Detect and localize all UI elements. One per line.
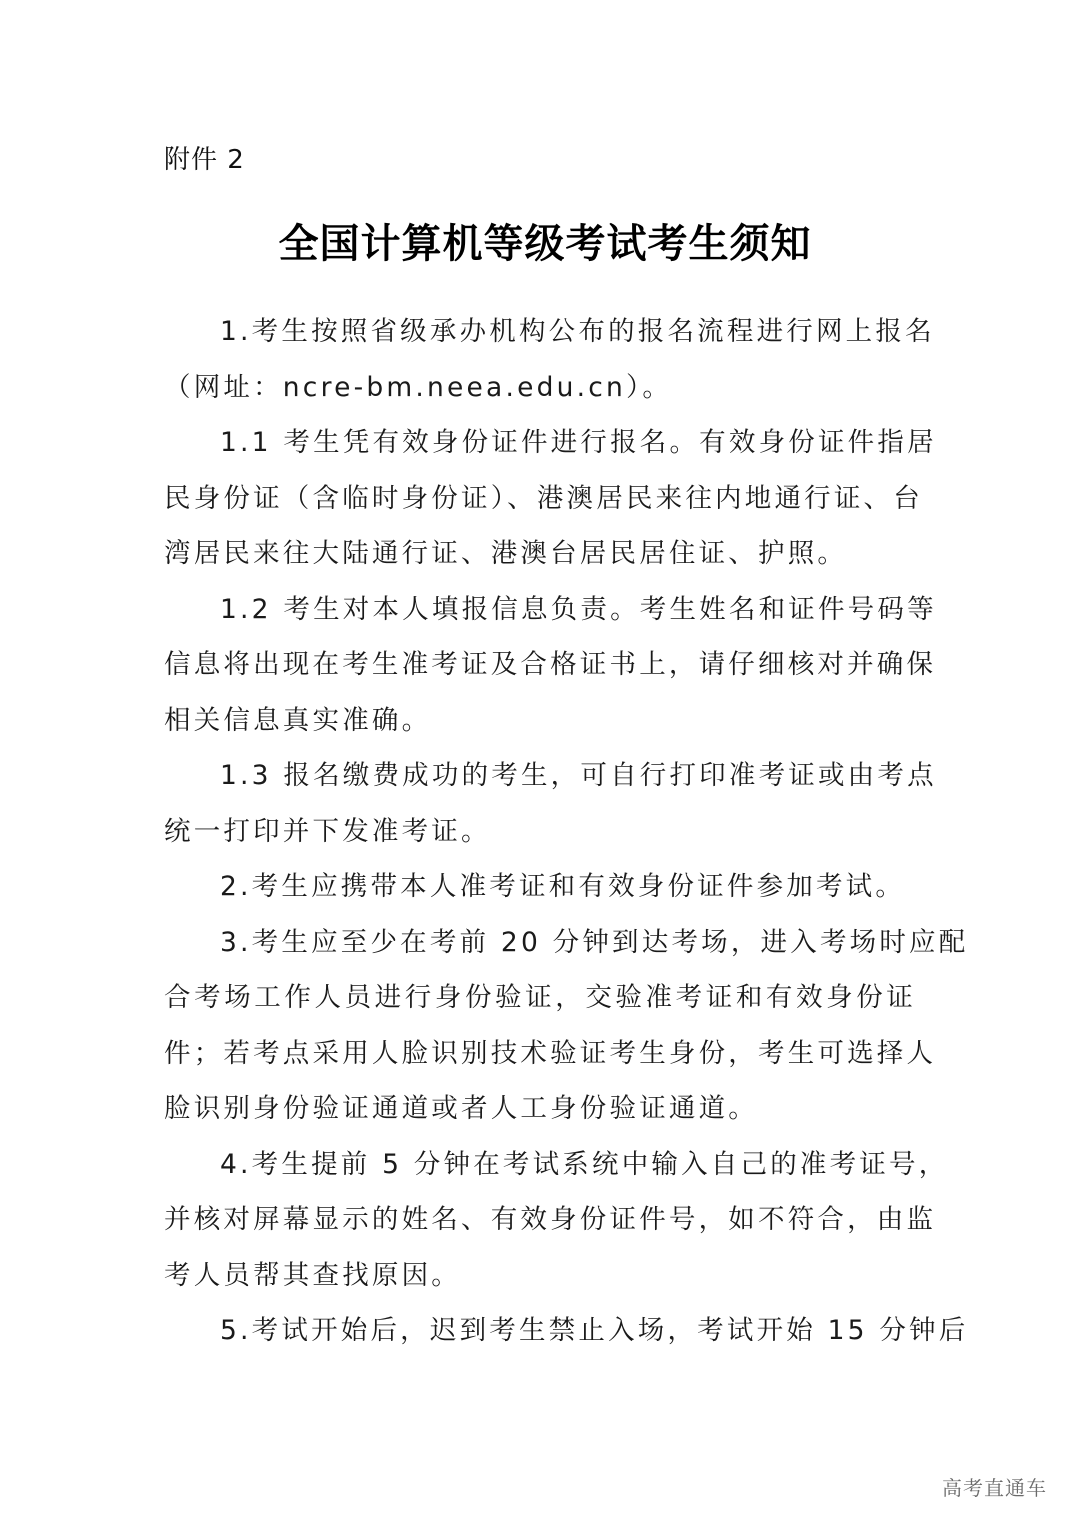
paragraph-line: 合考场工作人员进行身份验证，交验准考证和有效身份证: [164, 982, 916, 1013]
attachment-label: 附件 2: [164, 145, 245, 175]
paragraph-line: 4.考生提前 5 分钟在考试系统中输入自己的准考证号，: [220, 1148, 949, 1180]
paragraph-line: 信息将出现在考生准考证及合格证书上，请仔细核对并确保: [164, 649, 937, 680]
paragraph-5: [164, 1307, 969, 1363]
paragraph-4: [164, 1141, 949, 1308]
document-title: 全国计算机等级考试考生须知: [278, 221, 812, 267]
paragraph-1-3: [164, 752, 937, 863]
paragraph-line: 5.考试开始后，迟到考生禁止入场，考试开始 15 分钟后: [220, 1315, 969, 1346]
paragraph-line: 相关信息真实准确。: [164, 704, 432, 736]
paragraph-line: 1.考生按照省级承办机构公布的报名流程进行网上报名: [220, 316, 935, 347]
paragraph-line: 3.考生应至少在考前 20 分钟到达考场，进入考场时应配: [220, 926, 969, 958]
paragraph-line: 湾居民来往大陆通行证、港澳台居民居住证、护照。: [164, 538, 848, 569]
paragraph-line: 1.1 考生凭有效身份证件进行报名。有效身份证件指居: [220, 427, 937, 458]
paragraph-line: 并核对屏幕显示的姓名、有效身份证件号，如不符合，由监: [164, 1204, 937, 1235]
paragraph-line: 1.2 考生对本人填报信息负责。考生姓名和证件号码等: [220, 593, 937, 625]
paragraph-line: 脸识别身份验证通道或者人工身份验证通道。: [164, 1093, 758, 1124]
paragraph-3: [164, 919, 969, 1141]
paragraph-2: [164, 863, 924, 919]
paragraph-line: 民身份证（含临时身份证）、港澳居民来往内地通行证、台: [164, 482, 923, 514]
paragraph-1: [164, 308, 935, 419]
paragraph-line: 1.3 报名缴费成功的考生，可自行打印准考证或由考点: [220, 760, 937, 791]
paragraph-line: 2.考生应携带本人准考证和有效身份证件参加考试。: [220, 871, 906, 902]
paragraph-line: 件；若考点采用人脸识别技术验证考生身份，考生可选择人: [164, 1037, 937, 1069]
document-body: [164, 308, 969, 1363]
paragraph-line: 统一打印并下发准考证。: [164, 815, 491, 847]
paragraph-line-url: （网址：ncre-bm.neea.edu.cn）。: [164, 371, 673, 403]
paragraph-line: 考人员帮其查找原因。: [164, 1259, 461, 1291]
paragraph-1-1: [164, 419, 937, 586]
paragraph-1-2: [164, 586, 937, 753]
watermark-source-label: 高考直通车: [942, 1476, 1047, 1500]
